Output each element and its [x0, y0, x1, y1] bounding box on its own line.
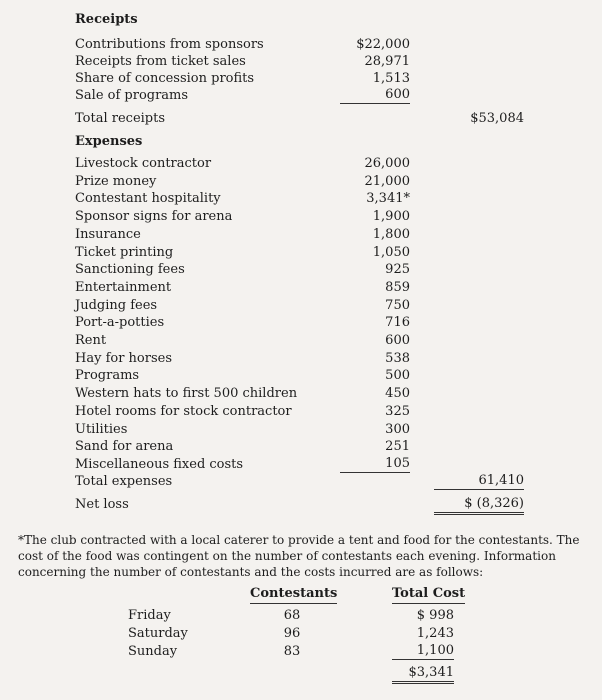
- total-receipts-label: Total receipts: [75, 111, 166, 126]
- expense-row: [0, 385, 602, 403]
- expense-label: Sanctioning fees: [75, 262, 185, 278]
- expense-amount: 21,000: [364, 173, 410, 189]
- expense-row: [0, 403, 602, 421]
- table-row: [0, 625, 602, 643]
- expense-amount: 450: [385, 386, 410, 402]
- expense-row: [0, 350, 602, 368]
- net-loss-row: [0, 496, 602, 514]
- expense-row: [0, 226, 602, 244]
- expense-amount: 750: [385, 297, 410, 313]
- receipt-amount: 600: [340, 87, 410, 104]
- day-label: Friday: [128, 608, 171, 623]
- receipt-amount: 28,971: [364, 54, 410, 69]
- expense-amount: 925: [385, 262, 410, 278]
- expense-row: [0, 438, 602, 456]
- expense-row: [0, 367, 602, 385]
- receipt-row: [0, 87, 602, 105]
- expense-row: [0, 456, 602, 474]
- expense-amount: 600: [385, 333, 410, 348]
- total-expenses-value: 61,410: [434, 473, 524, 490]
- total-expenses-label: Total expenses: [75, 474, 173, 489]
- net-loss-value: $ (8,326): [434, 496, 524, 515]
- expense-amount: 538: [385, 350, 410, 366]
- expense-amount: 26,000: [364, 156, 410, 171]
- receipt-amount: 1,513: [372, 71, 410, 86]
- expense-row: [0, 190, 602, 208]
- receipt-row: [0, 70, 602, 88]
- expense-row: [0, 173, 602, 191]
- receipts-heading-row: [0, 11, 602, 29]
- expense-label: Ticket printing: [75, 244, 174, 260]
- expense-label: Programs: [75, 368, 140, 384]
- expense-label: Miscellaneous fixed costs: [75, 456, 244, 472]
- contestant-count: 68: [283, 608, 301, 623]
- expense-label: Entertainment: [75, 279, 172, 295]
- expense-label: Hotel rooms for stock contractor: [75, 403, 292, 419]
- expense-row: [0, 244, 602, 262]
- contestants-column-header: Contestants: [250, 585, 337, 604]
- receipt-label: Sale of programs: [75, 88, 189, 103]
- total-receipts-value: $53,084: [470, 111, 524, 126]
- expense-row: [0, 297, 602, 315]
- table-total-row: [0, 665, 602, 683]
- receipt-label: Contributions from sponsors: [75, 37, 264, 52]
- expense-label: Rent: [75, 333, 107, 348]
- expense-label: Port-a-potties: [75, 315, 165, 331]
- expense-amount: 325: [385, 403, 410, 419]
- receipt-row: [0, 53, 602, 71]
- contestant-count: 96: [283, 626, 301, 641]
- day-label: Sunday: [128, 644, 178, 659]
- expense-label: Insurance: [75, 226, 141, 242]
- expense-amount: 500: [385, 368, 410, 384]
- table-row: [0, 607, 602, 625]
- expense-label: Sand for arena: [75, 439, 174, 455]
- expense-amount: 251: [385, 439, 410, 455]
- receipts-heading: Receipts: [75, 12, 138, 27]
- expense-amount: 300: [385, 421, 410, 437]
- expense-label: Utilities: [75, 421, 128, 437]
- day-label: Saturday: [128, 626, 188, 641]
- expenses-heading-row: [0, 133, 602, 151]
- expense-amount: 1,800: [372, 226, 410, 242]
- expense-label: Judging fees: [75, 297, 158, 313]
- expense-label: Contestant hospitality: [75, 191, 221, 207]
- expense-label: Hay for horses: [75, 350, 172, 366]
- expense-amount: 1,900: [372, 209, 410, 225]
- expense-row: [0, 314, 602, 332]
- day-cost: 1,100: [392, 643, 454, 660]
- expense-amount: 716: [385, 315, 410, 331]
- net-loss-label: Net loss: [75, 497, 129, 512]
- receipt-amount: $22,000: [356, 37, 410, 52]
- expense-amount: 105: [340, 456, 410, 473]
- expense-label: Western hats to first 500 children: [75, 386, 298, 402]
- expense-label: Livestock contractor: [75, 156, 212, 171]
- total-cost-value: $3,341: [392, 665, 454, 684]
- expense-row: [0, 332, 602, 350]
- expense-row: [0, 208, 602, 226]
- expense-row: [0, 261, 602, 279]
- expense-label: Prize money: [75, 173, 157, 189]
- receipt-row: [0, 36, 602, 54]
- total-cost-column-header: Total Cost: [392, 585, 465, 604]
- expense-label: Sponsor signs for arena: [75, 209, 233, 225]
- receipt-label: Receipts from ticket sales: [75, 54, 246, 69]
- expense-amount: 3,341*: [366, 191, 410, 207]
- expense-row: [0, 279, 602, 297]
- footnote: *The club contracted with a local caterer to provide a tent and food for the contestants. The cost of the food was contingent on the number of contestants each evening. Information concerning the number of contestants and the costs incurred are as follows:: [18, 533, 580, 579]
- expense-row: [0, 155, 602, 173]
- expense-row: [0, 421, 602, 439]
- table-row: [0, 643, 602, 661]
- total-expenses-row: [0, 473, 602, 491]
- day-cost: $ 998: [416, 608, 454, 623]
- expenses-heading: Expenses: [75, 134, 143, 149]
- total-receipts-row: [0, 110, 602, 128]
- day-cost: 1,243: [416, 626, 454, 641]
- expense-amount: 859: [385, 279, 410, 295]
- receipt-label: Share of concession profits: [75, 71, 255, 86]
- contestant-count: 83: [283, 644, 301, 659]
- expense-amount: 1,050: [372, 244, 410, 260]
